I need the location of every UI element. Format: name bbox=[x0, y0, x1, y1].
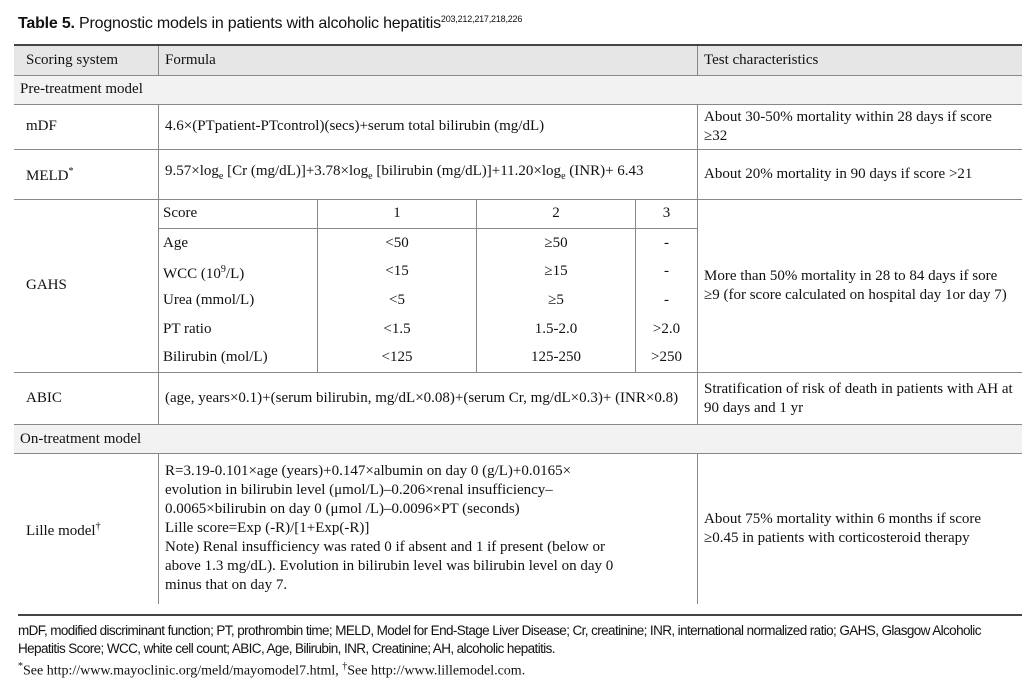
gahs-item-v2: ≥50 bbox=[477, 229, 636, 258]
table-row-abic bbox=[14, 373, 1022, 425]
gahs-item-label-end: /L) bbox=[225, 265, 245, 282]
gahs-item-v2: ≥15 bbox=[477, 258, 636, 287]
header-test-characteristics: Test characteristics bbox=[704, 51, 819, 68]
row-name: mDF bbox=[14, 104, 159, 149]
row-formula bbox=[159, 454, 698, 604]
row-test: About 30-50% mortality within 28 days if score ≥32 bbox=[704, 108, 992, 144]
footnote-mark: * bbox=[68, 166, 74, 177]
gahs-score-table bbox=[159, 200, 697, 373]
row-test: About 20% mortality in 90 days if score >21 bbox=[704, 165, 973, 182]
gahs-header-3: 3 bbox=[636, 200, 698, 229]
gahs-item-v1: <1.5 bbox=[318, 315, 477, 344]
row-test: More than 50% mortality in 28 to 84 days if sore ≥9 (for score calculated on hospital day 1or day 7) bbox=[704, 267, 1007, 303]
gahs-item-row bbox=[159, 343, 697, 372]
row-name: Lille model bbox=[26, 522, 96, 539]
log-base: e bbox=[561, 171, 566, 182]
gahs-item-label: PT ratio bbox=[159, 315, 318, 344]
gahs-item-v1: <5 bbox=[318, 286, 477, 315]
gahs-item-label: Bilirubin (mol/L) bbox=[159, 343, 318, 372]
gahs-item-v1: <125 bbox=[318, 343, 477, 372]
table-row-gahs bbox=[14, 199, 1022, 373]
gahs-item-v3: >250 bbox=[651, 349, 682, 366]
row-formula bbox=[159, 149, 698, 199]
formula-line: 0.0065×bilirubin on day 0 (μmol /L)‒0.0096×PT (seconds) bbox=[165, 501, 520, 518]
row-name: ABIC bbox=[14, 373, 159, 425]
row-name: MELD bbox=[26, 168, 69, 184]
gahs-item-row bbox=[159, 286, 697, 315]
table-footnotes bbox=[18, 614, 1022, 681]
gahs-item-label bbox=[159, 258, 318, 287]
gahs-score-header bbox=[159, 200, 697, 229]
abbreviations-note: mDF, modified discriminant function; PT, prothrombin time; MELD, Model for End-Stage Liver Disease; Cr, creatinine; INR, international normalized ratio; GAHS, Glasgow Alcoholic Hepatitis Score; WCC, white cell count; ABIC, Age, Bilirubin, INR, Creatinine; AH, alcoholic hepatitis. bbox=[18, 623, 981, 656]
url-notes bbox=[18, 658, 1022, 681]
formula-part: [Cr (mg/dL)]+3.78×log bbox=[223, 163, 369, 179]
gahs-header-1: 1 bbox=[318, 200, 477, 229]
row-test: Stratification of risk of death in patients with AH at 90 days and 1 yr bbox=[704, 380, 1013, 416]
gahs-item-v3: - bbox=[664, 292, 669, 309]
section-label: Pre-treatment model bbox=[14, 75, 1022, 104]
footnote-mark: † bbox=[95, 520, 101, 532]
table-header-row bbox=[14, 45, 1022, 75]
gahs-item-label: Urea (mmol/L) bbox=[159, 286, 318, 315]
gahs-item-v3: - bbox=[664, 263, 669, 280]
table-row-mdf bbox=[14, 104, 1022, 149]
formula-part: [bilirubin (mg/dL)]+11.20×log bbox=[372, 163, 562, 179]
log-base: e bbox=[368, 171, 373, 182]
gahs-score-table-cell bbox=[159, 199, 698, 373]
gahs-item-row bbox=[159, 229, 697, 258]
formula-part: (INR)+ 6.43 bbox=[565, 163, 644, 179]
caption-refs: 203,212,217,218,226 bbox=[440, 14, 523, 24]
gahs-item-v3: - bbox=[664, 234, 669, 251]
table-row-meld bbox=[14, 149, 1022, 199]
gahs-header-score: Score bbox=[159, 200, 318, 229]
section-label: On-treatment model bbox=[14, 425, 1022, 454]
gahs-item-v1: <15 bbox=[318, 258, 477, 287]
gahs-item-v2: ≥5 bbox=[477, 286, 636, 315]
footnote-dagger-text: See http://www.lillemodel.com. bbox=[347, 663, 526, 679]
table-row-lille bbox=[14, 454, 1022, 604]
section-row-on-treatment bbox=[14, 425, 1022, 454]
section-row-pre-treatment bbox=[14, 75, 1022, 104]
gahs-item-label: Age bbox=[159, 229, 318, 258]
row-formula: (age, years×0.1)+(serum bilirubin, mg/dL×0.08)+(serum Cr, mg/dL×0.3)+ (INR×0.8) bbox=[159, 373, 698, 425]
log-base: e bbox=[218, 171, 224, 182]
prognostic-models-table bbox=[14, 44, 1022, 604]
gahs-item-label-sup: 9 bbox=[220, 263, 226, 275]
gahs-item-row bbox=[159, 315, 697, 344]
footnote-star: * bbox=[18, 661, 23, 672]
formula-line: above 1.3 mg/dL). Evolution in bilirubin level was bilirubin level on day 0 bbox=[165, 558, 614, 575]
row-formula: 4.6×(PTpatient-PTcontrol)(secs)+serum total bilirubin (mg/dL) bbox=[159, 104, 698, 149]
footnote-star-text: See http://www.mayoclinic.org/meld/mayomodel7.html, bbox=[23, 663, 343, 679]
row-test: About 75% mortality within 6 months if score ≥0.45 in patients with corticosteroid therapy bbox=[704, 510, 982, 546]
caption-label: Table 5. bbox=[18, 15, 75, 32]
gahs-item-v2: 125-250 bbox=[477, 343, 636, 372]
gahs-item-v1: <50 bbox=[318, 229, 477, 258]
gahs-item-v2: 1.5-2.0 bbox=[477, 315, 636, 344]
header-scoring-system: Scoring system bbox=[14, 45, 159, 75]
row-name: GAHS bbox=[14, 199, 159, 373]
formula-line: R=3.19-0.101×age (years)+0.147×albumin on day 0 (g/L)+0.0165× bbox=[165, 463, 572, 480]
table-caption bbox=[18, 14, 522, 33]
formula-line: minus that on day 7. bbox=[165, 577, 288, 594]
formula-line: Note) Renal insufficiency was rated 0 if absent and 1 if present (below or bbox=[165, 539, 605, 556]
row-name-cell bbox=[14, 149, 159, 199]
formula-part: 9.57×log bbox=[165, 163, 219, 179]
footnote-dagger: † bbox=[342, 661, 348, 672]
header-formula: Formula bbox=[159, 45, 698, 75]
row-name-cell bbox=[14, 454, 159, 604]
formula-line: Lille score=Exp (-R)/[1+Exp(-R)] bbox=[165, 520, 370, 537]
gahs-item-label-text: WCC (10 bbox=[163, 265, 221, 282]
formula-line: evolution in bilirubin level (μmol/L)‒0.206×renal insufficiency‒ bbox=[165, 482, 553, 499]
gahs-item-v3: >2.0 bbox=[652, 320, 681, 337]
gahs-header-2: 2 bbox=[477, 200, 636, 229]
gahs-item-row bbox=[159, 258, 697, 287]
caption-title: Prognostic models in patients with alcoholic hepatitis bbox=[79, 15, 441, 32]
